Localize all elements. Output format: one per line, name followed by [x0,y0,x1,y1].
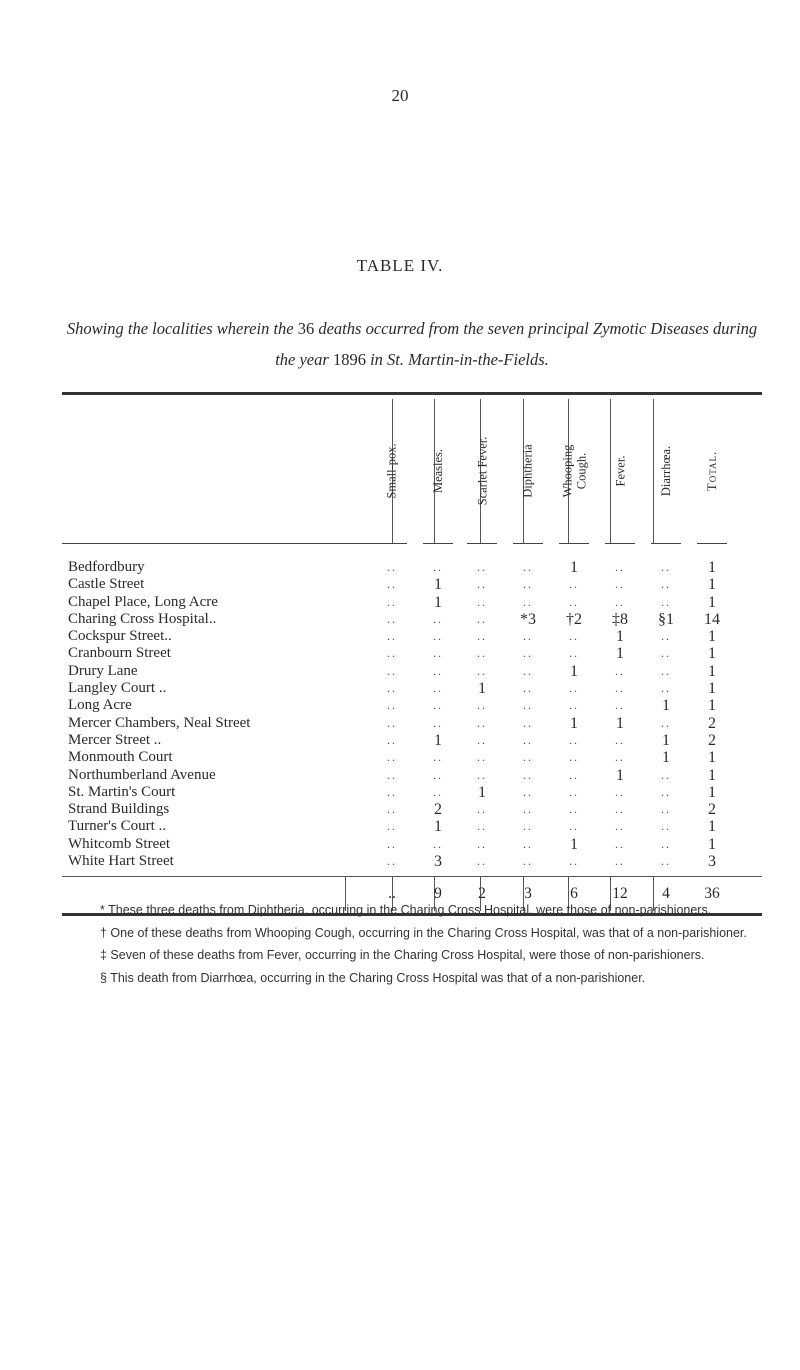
table-cell: 3 [434,853,442,871]
table-cell: .. [523,819,533,834]
locality-name: Bedfordbury [68,559,145,575]
table-cell: 2 [708,731,716,749]
column-header [690,395,734,547]
table-cell: .. [387,732,397,747]
column-header [370,395,414,547]
locality-name: Long Acre [68,697,132,714]
table-cell: .. [661,836,671,851]
table-cell: .. [387,854,397,869]
column-header [506,395,550,547]
total-cell: 36 [704,885,720,903]
table-cell: .. [661,594,671,609]
locality-name: Castle Street [68,576,145,593]
footnote: † One of these deaths from Whooping Cough, occurring in the Charing Cross Hospital, was that of a non-parishioner. [100,925,747,940]
table-row [62,784,762,801]
table-cell: .. [661,715,671,730]
table-cell: .. [477,663,487,678]
table-cell: 1 [662,697,670,715]
table-cell: .. [433,715,443,730]
table-cell: .. [477,802,487,817]
table-cell: ‡8 [612,610,628,628]
locality-name: Turner's Court .. [68,818,166,835]
table-cell: 1 [708,818,716,836]
table-cell: .. [387,802,397,817]
total-cell: 9 [434,885,442,903]
table-cell: .. [523,836,533,851]
table-cell: .. [523,646,533,661]
column-header-label: Diphtheria [521,444,535,498]
table-cell: .. [615,594,625,609]
table-cell: 1 [708,593,716,611]
total-cell: 12 [612,885,628,903]
caption-part-3: in St. Martin-in-the-Fields. [370,350,549,369]
locality-name: Langley Court .. [68,680,167,697]
table-row [62,680,762,697]
table-row [62,715,762,732]
table-cell: .. [433,663,443,678]
column-header [644,395,688,547]
locality-name: Whitcomb Street [68,835,171,852]
table-cell: 1 [570,835,578,853]
table-cell: §1 [658,610,674,628]
table-row [62,559,762,576]
table-cell: 1 [616,628,624,646]
locality-name: Mercer Street .. [68,731,162,748]
table-cell: .. [569,577,579,592]
table-cell: 1 [708,662,716,680]
table-cell: 1 [708,559,716,576]
table-cell: .. [615,819,625,834]
table-cell: .. [433,560,443,574]
table-cell: 1 [434,818,442,836]
table-row [62,645,762,662]
total-cell: 2 [478,885,486,903]
column-header-label: Small-pox. [385,443,399,499]
table-cell: .. [661,663,671,678]
table-cell: .. [661,560,671,574]
header-underline [605,543,635,544]
table-cell: .. [615,836,625,851]
table-cell: .. [615,698,625,713]
table-cell: 1 [708,645,716,663]
total-cell: .. [388,885,396,903]
locality-name: St. Martin's Court [68,783,176,800]
table-cell: .. [569,750,579,765]
table-cell: .. [433,784,443,799]
column-header-label: Fever. [613,455,627,487]
table-cell: †2 [566,610,582,628]
table-row [62,576,762,593]
table-row [62,663,762,680]
table-cell: .. [523,594,533,609]
table-cell: .. [433,750,443,765]
header-underline [467,543,497,544]
table-cell: .. [523,663,533,678]
table-cell: .. [387,663,397,678]
table-cell: .. [569,681,579,696]
table-cell: .. [569,819,579,834]
total-cell: 4 [662,885,670,903]
table-cell: 1 [616,645,624,663]
header-underline [697,543,727,544]
table-cell: .. [387,611,397,626]
column-header [416,395,460,547]
table-cell: .. [433,629,443,644]
column-header-label: Scarlet Fever. [475,436,490,506]
table-cell: .. [661,819,671,834]
table-cell: .. [523,681,533,696]
table-cell: 1 [708,680,716,698]
table-cell: .. [387,784,397,799]
table-cell: 1 [434,576,442,594]
table-cell: .. [661,854,671,869]
total-cell: 3 [524,885,532,903]
table-cell: .. [387,646,397,661]
table-row [62,594,762,611]
table-cell: 1 [662,749,670,767]
table-cell: .. [615,560,625,574]
page-number: 20 [391,86,409,105]
table-cell: 1 [478,680,486,698]
table-cell: 14 [704,610,720,628]
caption-part-2: deaths occurred from the seven principal Zymotic Diseases during the year [275,319,758,369]
table-cell: .. [433,698,443,713]
table-cell: .. [477,629,487,644]
table-cell: 1 [616,714,624,732]
table-cell: .. [477,750,487,765]
table-cell: .. [615,750,625,765]
table-cell: .. [569,732,579,747]
table-cell: .. [387,577,397,592]
table-cell: .. [569,594,579,609]
locality-name: Cockspur Street.. [68,628,172,645]
table-cell: .. [477,715,487,730]
table-cell: .. [387,681,397,696]
table-cell: .. [477,560,487,574]
table-cell: .. [477,767,487,782]
table-cell: .. [661,577,671,592]
table-cell: .. [523,854,533,869]
column-header-label: Diarrhœa. [659,445,674,497]
table-row [62,801,762,818]
table-cell: 1 [570,714,578,732]
table-cell: *3 [520,610,536,628]
table-cell: .. [387,698,397,713]
table-cell: 1 [708,628,716,646]
table-cell: .. [387,594,397,609]
table-cell: 1 [478,783,486,801]
table-cell: .. [523,715,533,730]
table-cell: 1 [570,559,578,576]
column-header [598,395,642,547]
table-header [62,395,762,547]
table-cell: 2 [708,714,716,732]
table-cell: .. [433,681,443,696]
table-cell: .. [433,836,443,851]
locality-name: Strand Buildings [68,801,170,818]
table-cell: .. [615,663,625,678]
table-row [62,853,762,870]
locality-name: Cranbourn Street [68,645,171,662]
table-cell: .. [387,836,397,851]
table-cell: .. [477,732,487,747]
table-cell: .. [477,836,487,851]
table-row [62,611,762,628]
table-cell: .. [523,629,533,644]
table-cell: .. [387,715,397,730]
table-cell: 2 [708,801,716,819]
table-cell: .. [569,698,579,713]
table-row [62,818,762,835]
table-cell: .. [569,629,579,644]
deaths-table [62,392,762,916]
column-header [552,395,596,547]
table-cell: .. [569,802,579,817]
table-cell: .. [615,577,625,592]
table-cell: .. [477,594,487,609]
caption-part-1: Showing the localities wherein the [66,319,294,338]
table-row [62,697,762,714]
total-cell: 6 [570,885,578,903]
table-cell: 3 [708,853,716,871]
locality-name: White Hart Street [68,853,174,870]
table-cell: 1 [616,766,624,784]
locality-name: Drury Lane [68,662,138,679]
table-cell: .. [523,767,533,782]
header-underline [651,543,681,544]
table-row [62,628,762,645]
table-cell: 1 [662,731,670,749]
table-row [62,749,762,766]
footnotes [62,904,762,994]
table-cell: 1 [708,576,716,594]
table-cell: .. [523,560,533,574]
locality-name: Northumberland Avenue [68,766,216,783]
caption-deaths-count: 36 [297,319,315,338]
table-cell: .. [569,784,579,799]
table-cell: .. [387,750,397,765]
table-cell: 1 [570,662,578,680]
footnote: § This death from Diarrhœa, occurring in the Charing Cross Hospital was that of a non-parishioner. [100,970,646,985]
caption-year: 1896 [332,350,366,369]
table-cell: 2 [434,801,442,819]
table-caption [62,313,762,375]
footnote: * These three deaths from Diphtheria, occurring in the Charing Cross Hospital, were those of non-parishioners. [100,903,712,917]
table-cell: .. [387,767,397,782]
table-title: TABLE IV. [356,256,444,275]
table-cell: .. [433,767,443,782]
table-row [62,732,762,749]
table-row [62,836,762,853]
table-cell: .. [615,784,625,799]
table-cell: .. [523,802,533,817]
table-cell: .. [661,681,671,696]
locality-name: Monmouth Court [68,749,173,766]
table-cell: 1 [708,766,716,784]
table-cell: .. [661,629,671,644]
table-cell: 1 [708,749,716,767]
column-header [460,395,504,547]
header-underline [559,543,589,544]
header-underline [513,543,543,544]
table-cell: .. [569,854,579,869]
table-cell: 1 [708,835,716,853]
column-header-label: Total. [704,450,719,492]
footnote: ‡ Seven of these deaths from Fever, occurring in the Charing Cross Hospital, were those of non-parishioners. [100,948,705,962]
table-cell: .. [523,698,533,713]
table-cell: .. [477,577,487,592]
table-cell: .. [477,646,487,661]
table-cell: 1 [434,731,442,749]
table-cell: .. [523,750,533,765]
table-cell: .. [615,681,625,696]
table-cell: .. [615,802,625,817]
table-cell: .. [569,646,579,661]
table-cell: .. [477,854,487,869]
table-cell: .. [661,784,671,799]
table-cell: .. [477,611,487,626]
locality-name: Charing Cross Hospital.. [68,610,217,627]
table-cell: .. [387,629,397,644]
table-cell: .. [523,784,533,799]
column-header-label: Whooping Cough. [560,444,588,498]
table-body [62,559,762,870]
table-cell: .. [661,802,671,817]
locality-name: Chapel Place, Long Acre [68,593,218,610]
table-cell: .. [523,732,533,747]
table-cell: .. [433,611,443,626]
table-row [62,767,762,784]
table-cell: .. [387,819,397,834]
header-underline [423,543,453,544]
table-cell: .. [569,767,579,782]
table-cell: .. [661,767,671,782]
table-cell: 1 [708,697,716,715]
column-header-label: Measles. [431,448,445,494]
table-cell: .. [661,646,671,661]
header-underline-locality [62,543,402,544]
table-cell: .. [523,577,533,592]
table-cell: .. [615,854,625,869]
table-cell: .. [477,819,487,834]
table-cell: .. [615,732,625,747]
table-cell: 1 [708,783,716,801]
table-cell: .. [477,698,487,713]
table-cell: .. [387,560,397,574]
locality-name: Mercer Chambers, Neal Street [68,714,251,731]
table-cell: 1 [434,593,442,611]
table-cell: .. [433,646,443,661]
